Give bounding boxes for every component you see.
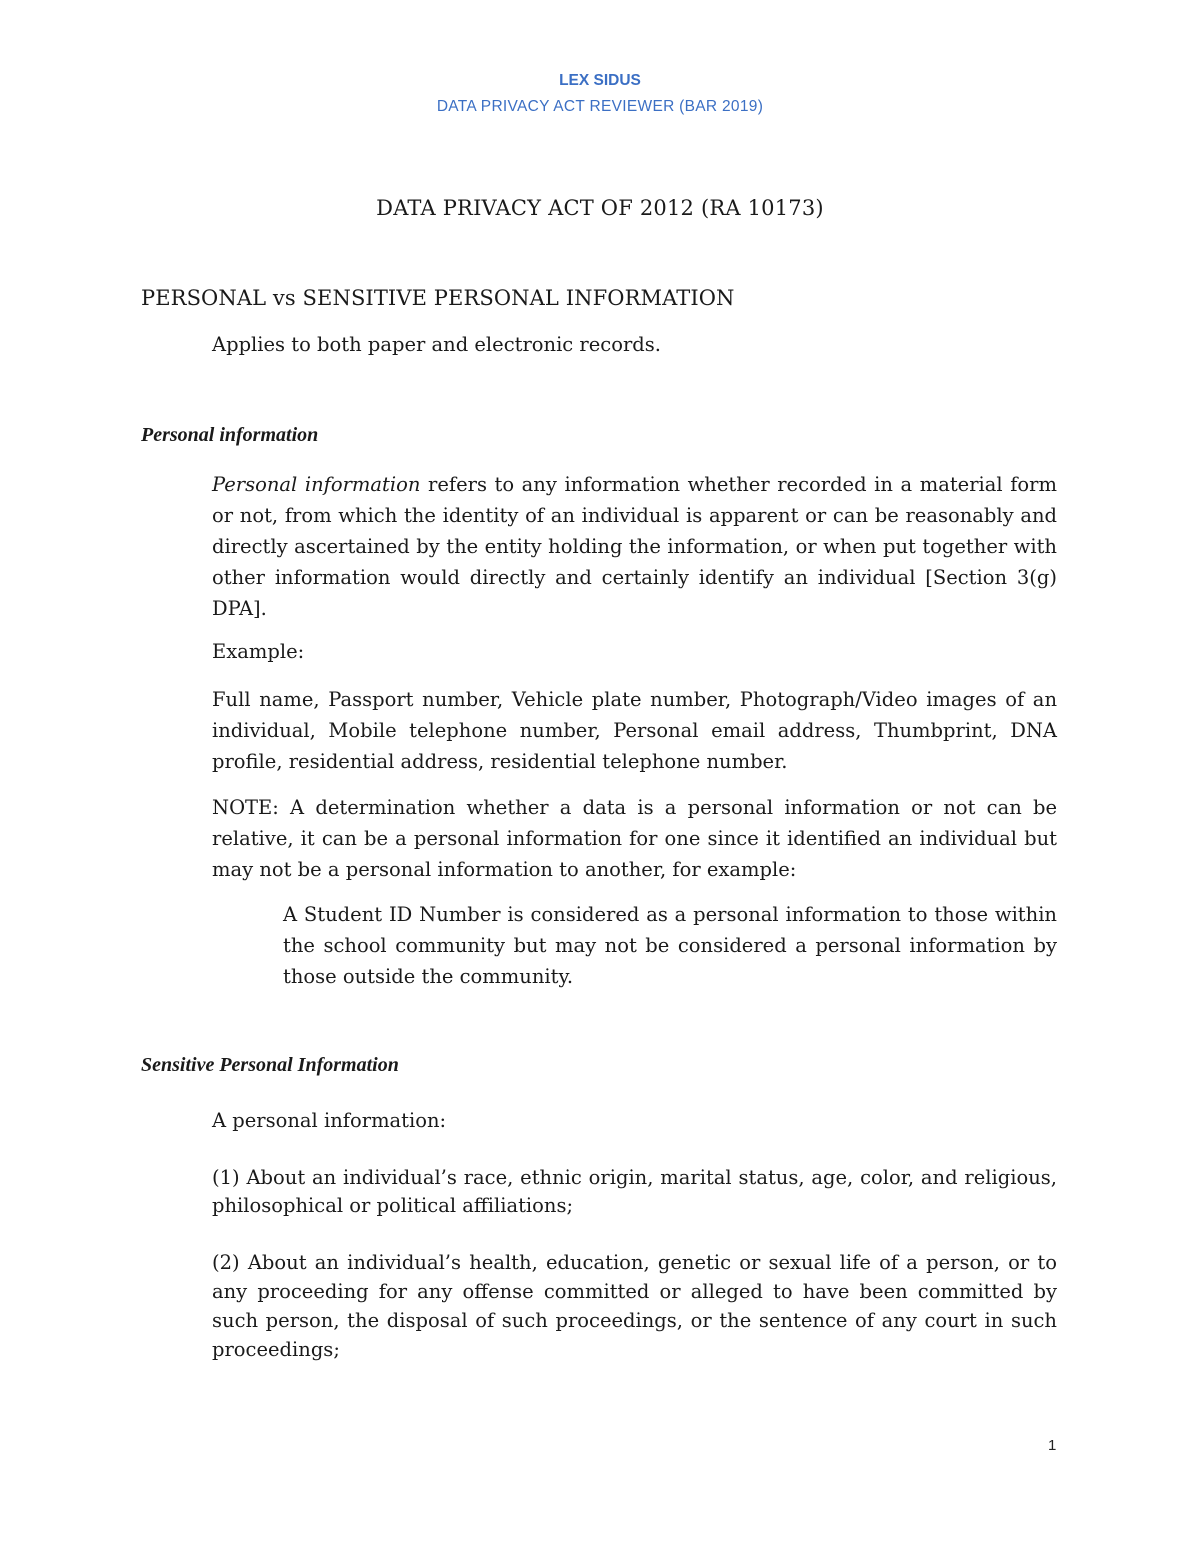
definition-body: refers to any information whether recorded in a material form or not, from which the identity of an individual is apparent or can be reasonably and directly ascertained by the entity holding the information, or when put together with other information would directly and certainly identify an individual [Section 3(g) DPA]. — [212, 473, 1057, 620]
header-author: LEX SIDUS — [559, 72, 641, 89]
header-subtitle: DATA PRIVACY ACT REVIEWER (BAR 2019) — [436, 98, 764, 115]
definition-lead-term: Personal information — [212, 473, 421, 496]
sensitive-item-2: (2) About an individual’s health, education, genetic or sexual life of a person, or to any proceeding for any offense committed or alleged to have been committed by such person, the disposal of such proceedings, or the sentence of any court in such proceedings; — [212, 1251, 1057, 1361]
document-title: DATA PRIVACY ACT OF 2012 (RA 10173) — [376, 196, 824, 220]
note-text: NOTE: A determination whether a data is a personal information or not can be relative, it can be a personal information for one since it identified an individual but may not be a personal information to another, for example: — [212, 796, 1057, 881]
applies-text: Applies to both paper and electronic records. — [212, 333, 661, 356]
personal-information-definition — [212, 469, 1057, 624]
section-heading: PERSONAL vs SENSITIVE PERSONAL INFORMATION — [141, 286, 735, 310]
personal-information-heading: Personal information — [141, 424, 319, 446]
sensitive-intro: A personal information: — [212, 1109, 447, 1132]
page-number: 1 — [1048, 1437, 1057, 1454]
example-text: Full name, Passport number, Vehicle plate number, Photograph/Video images of an individual, Mobile telephone number, Personal email address, Thumbprint, DNA profile, residential address, residential telephone number. — [212, 688, 1057, 773]
note-example-block: A Student ID Number is considered as a personal information to those within the school community but may not be considered a personal information by those outside the community. — [283, 903, 1057, 988]
sensitive-information-heading: Sensitive Personal Information — [141, 1054, 399, 1076]
example-label: Example: — [212, 640, 305, 663]
sensitive-item-1: (1) About an individual’s race, ethnic origin, marital status, age, color, and religious, philosophical or political affiliations; — [212, 1166, 1057, 1217]
